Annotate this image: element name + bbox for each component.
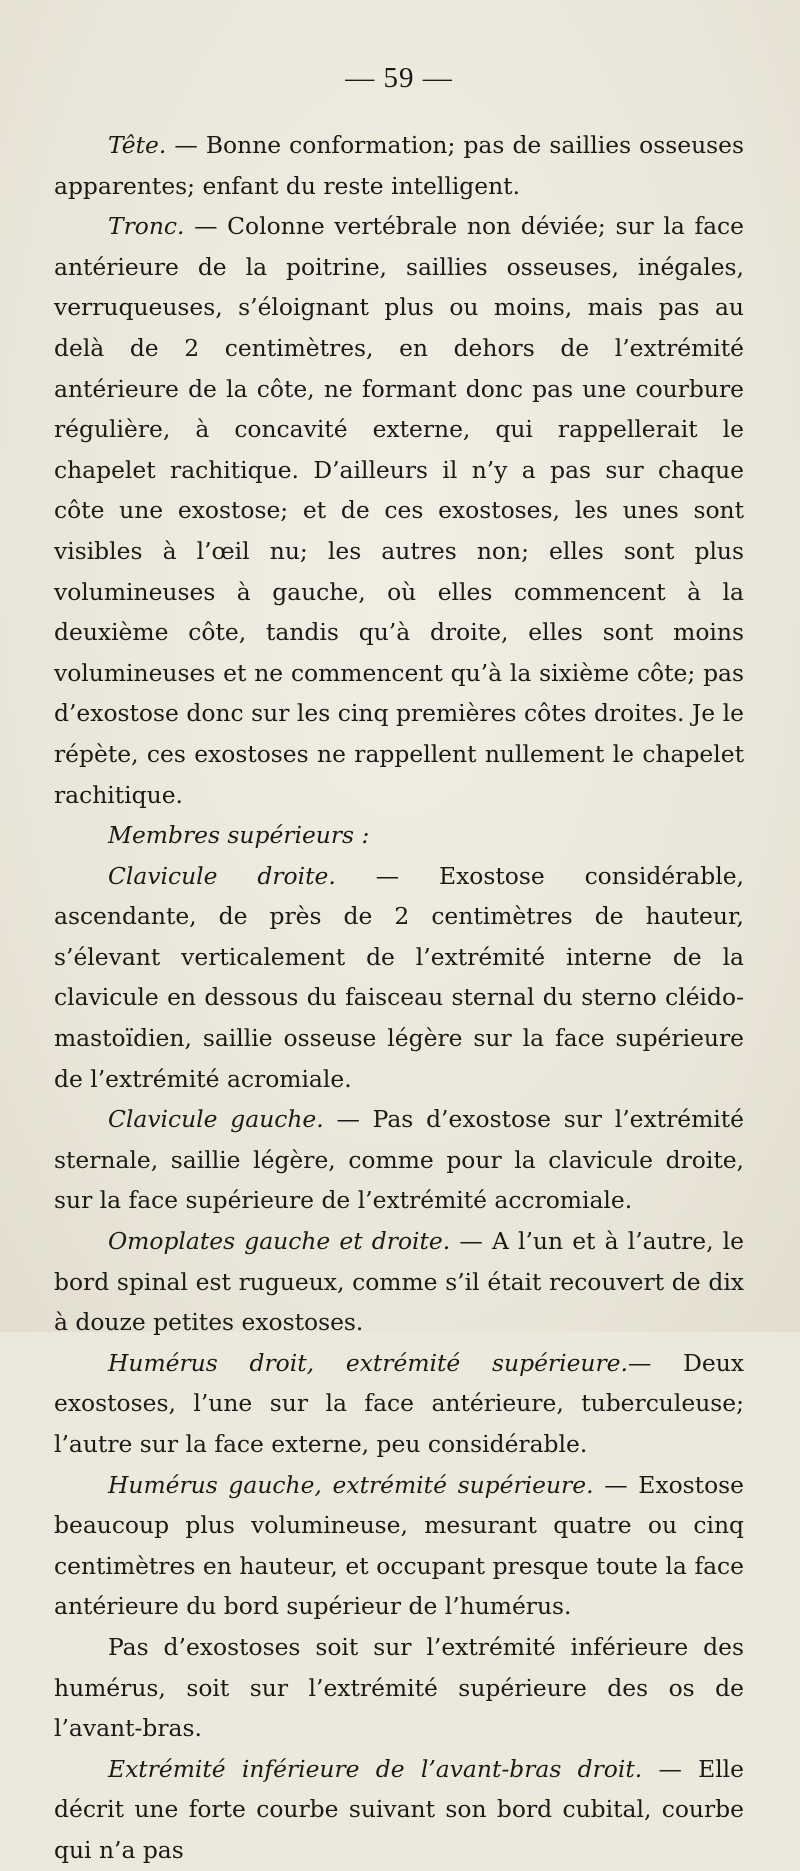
paragraph-lead: Humérus droit, extrémité supérieure. — [108, 1348, 628, 1377]
paragraph-lead: Clavicule droite. — [108, 861, 336, 890]
paragraph-lead: Tête. — [108, 131, 167, 159]
paragraph-avant-bras-droit — [54, 1749, 744, 1871]
paragraph-humerus-gauche — [54, 1465, 744, 1627]
paragraph-clavicule-gauche — [54, 1099, 744, 1221]
paragraph-humerus-droit — [54, 1343, 744, 1465]
paragraph-clavicule-droite — [54, 856, 744, 1100]
paragraph-lead: Humérus gauche, extrémité supérieure. — [108, 1470, 594, 1499]
paragraph-text: Pas d’exostoses soit sur l’extrémité inférieure des humérus, soit sur l’extrémité supérieure des os de l’avant-bras. — [54, 1632, 744, 1743]
paragraph-lead: Clavicule gauche. — [108, 1105, 324, 1134]
page-number: — 59 — — [345, 62, 453, 94]
paragraph-text: — Colonne vertébrale non déviée; sur la face antérieure de la poitrine, saillies osseuses, inégales, verruqueuses, s’éloignant plus ou moins, mais pas au delà de 2 centimètres, en dehors de l’extrémité antérieure de la côte, ne formant donc pas une courbure régulière, à concavité externe, qui rappellerait le chapelet rachitique. D’ailleurs il n’y a pas sur chaque côte une exostose; et de ces exostoses, les unes sont visibles à l’œil nu; les autres non; elles sont plus volumineuses à gauche, où elles commencent à la deuxième côte, tandis qu’à droite, elles sont moins volumineuses et ne commencent qu’à la sixième côte; pas d’exostose donc sur les cinq premières côtes droites. Je le répète, ces exostoses ne rappellent nullement le chapelet rachitique. — [54, 212, 744, 809]
paragraph-text: — Exostose considérable, ascendante, de près de 2 centimètres de hauteur, s’élevant verticalement de l’extrémité interne de la clavicule en dessous du faisceau sternal du sterno cléido-mastoïdien, saillie osseuse légère sur la face supérieure de l’extrémité acromiale. — [54, 861, 744, 1093]
paragraph-text: — Bonne conformation; pas de saillies osseuses apparentes; enfant du reste intelligent. — [54, 131, 744, 200]
paragraph-tronc — [54, 206, 744, 815]
body-text — [54, 125, 744, 1871]
paragraph-text: — Deux exostoses, l’une sur la face antérieure, tuberculeuse; l’autre sur la face externe, peu considérable. — [54, 1348, 744, 1458]
paragraph-pas-exostoses — [54, 1627, 744, 1749]
paragraph-lead: Omoplates gauche et droite. — [108, 1227, 451, 1256]
paragraph-text: — Elle décrit une forte courbe suivant son bord cubital, courbe qui n’a pas — [54, 1754, 744, 1864]
paragraph-lead: Tronc. — [108, 212, 185, 241]
paragraph-tete — [54, 125, 744, 206]
section-heading-membres-superieurs: Membres supérieurs : — [108, 821, 370, 850]
paragraph-text: — A l’un et à l’autre, le bord spinal est rugueux, comme s’il était recouvert de dix à douze petites exostoses. — [54, 1227, 744, 1337]
paragraph-omoplates — [54, 1221, 744, 1343]
paragraph-text: — Exostose beaucoup plus volumineuse, mesurant quatre ou cinq centimètres en hauteur, et occupant presque toute la face antérieure du bord supérieur de l’humérus. — [54, 1470, 744, 1621]
paragraph-text: — Pas d’exostose sur l’extrémité sternale, saillie légère, comme pour la clavicule droite, sur la face supérieure de l’extrémité accromiale. — [54, 1105, 744, 1215]
paragraph-lead: Extrémité inférieure de l’avant-bras droit. — [108, 1754, 643, 1783]
